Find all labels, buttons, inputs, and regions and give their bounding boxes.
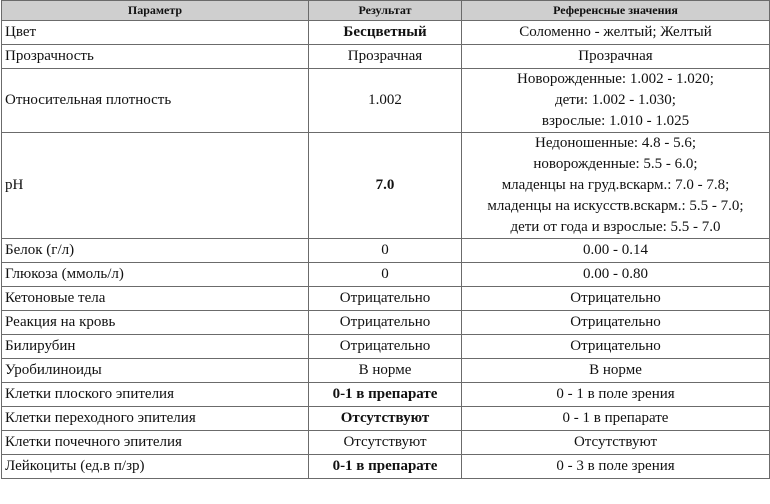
reference-cell <box>462 383 770 407</box>
table-row <box>2 45 770 69</box>
reference-line: новорожденные: 5.5 - 6.0; <box>533 156 698 172</box>
header-reference: Референсные значения <box>462 1 770 21</box>
table-row <box>2 455 770 479</box>
table-row <box>2 263 770 287</box>
reference-line: 0 - 1 в препарате <box>562 410 669 426</box>
reference-cell <box>462 45 770 69</box>
reference-cell <box>462 133 770 239</box>
result-cell: 0-1 в препарате <box>309 383 462 407</box>
result-cell: Бесцветный <box>309 21 462 45</box>
table-row <box>2 407 770 431</box>
result-cell: Прозрачная <box>309 45 462 69</box>
parameter-cell: Лейкоциты (ед.в п/зр) <box>2 455 309 479</box>
result-cell: Отсутствуют <box>309 431 462 455</box>
result-cell: 0-1 в препарате <box>309 455 462 479</box>
table-row <box>2 69 770 133</box>
reference-cell <box>462 311 770 335</box>
reference-line: Отрицательно <box>570 338 661 354</box>
result-cell: Отрицательно <box>309 311 462 335</box>
header-parameter: Параметр <box>2 1 309 21</box>
result-cell: Отсутствуют <box>309 407 462 431</box>
reference-line: взрослые: 1.010 - 1.025 <box>541 113 690 129</box>
reference-line: младенцы на искусств.вскарм.: 5.5 - 7.0; <box>487 198 744 214</box>
reference-cell <box>462 239 770 263</box>
parameter-cell: Цвет <box>2 21 309 45</box>
reference-cell <box>462 431 770 455</box>
table-row <box>2 359 770 383</box>
table-header-row <box>2 1 770 21</box>
reference-line: 0 - 1 в поле зрения <box>556 386 675 402</box>
reference-line: 0.00 - 0.14 <box>583 242 648 258</box>
table-row <box>2 287 770 311</box>
parameter-cell: Уробилиноиды <box>2 359 309 383</box>
reference-line: дети от года и взрослые: 5.5 - 7.0 <box>510 219 721 235</box>
parameter-cell: Клетки переходного эпителия <box>2 407 309 431</box>
reference-cell <box>462 335 770 359</box>
result-cell: 1.002 <box>309 69 462 133</box>
reference-cell <box>462 21 770 45</box>
parameter-cell: Глюкоза (ммоль/л) <box>2 263 309 287</box>
parameter-cell: Кетоновые тела <box>2 287 309 311</box>
header-result: Результат <box>309 1 462 21</box>
table-row <box>2 21 770 45</box>
reference-cell <box>462 287 770 311</box>
reference-line: В норме <box>589 362 642 378</box>
parameter-cell: Билирубин <box>2 335 309 359</box>
reference-line: дети: 1.002 - 1.030; <box>555 92 676 108</box>
result-cell: Отрицательно <box>309 287 462 311</box>
result-cell: 0 <box>309 239 462 263</box>
parameter-cell: Белок (г/л) <box>2 239 309 263</box>
reference-line: Отрицательно <box>570 290 661 306</box>
parameter-cell: Реакция на кровь <box>2 311 309 335</box>
reference-line: Соломенно - желтый; Желтый <box>519 24 712 40</box>
reference-cell <box>462 359 770 383</box>
reference-cell <box>462 263 770 287</box>
reference-line: Недоношенные: 4.8 - 5.6; <box>534 135 697 151</box>
parameter-cell: pH <box>2 133 309 239</box>
result-cell: 0 <box>309 263 462 287</box>
parameter-cell: Прозрачность <box>2 45 309 69</box>
reference-cell <box>462 407 770 431</box>
result-cell: В норме <box>309 359 462 383</box>
reference-line: 0.00 - 0.80 <box>583 266 648 282</box>
table-row <box>2 133 770 239</box>
reference-line: Отрицательно <box>570 314 661 330</box>
reference-cell <box>462 455 770 479</box>
table-row <box>2 383 770 407</box>
parameter-cell: Клетки плоского эпителия <box>2 383 309 407</box>
reference-line: Новорожденные: 1.002 - 1.020; <box>517 71 714 87</box>
parameter-cell: Клетки почечного эпителия <box>2 431 309 455</box>
reference-line: Отсутствуют <box>573 434 658 450</box>
parameter-cell: Относительная плотность <box>2 69 309 133</box>
urinalysis-table <box>1 0 770 479</box>
table-row <box>2 239 770 263</box>
reference-line: Прозрачная <box>578 48 653 64</box>
table-row <box>2 335 770 359</box>
table-row <box>2 311 770 335</box>
reference-line: 0 - 3 в поле зрения <box>556 458 675 474</box>
table-row <box>2 431 770 455</box>
result-cell: 7.0 <box>309 133 462 239</box>
reference-cell <box>462 69 770 133</box>
result-cell: Отрицательно <box>309 335 462 359</box>
reference-line: младенцы на груд.вскарм.: 7.0 - 7.8; <box>501 177 730 193</box>
